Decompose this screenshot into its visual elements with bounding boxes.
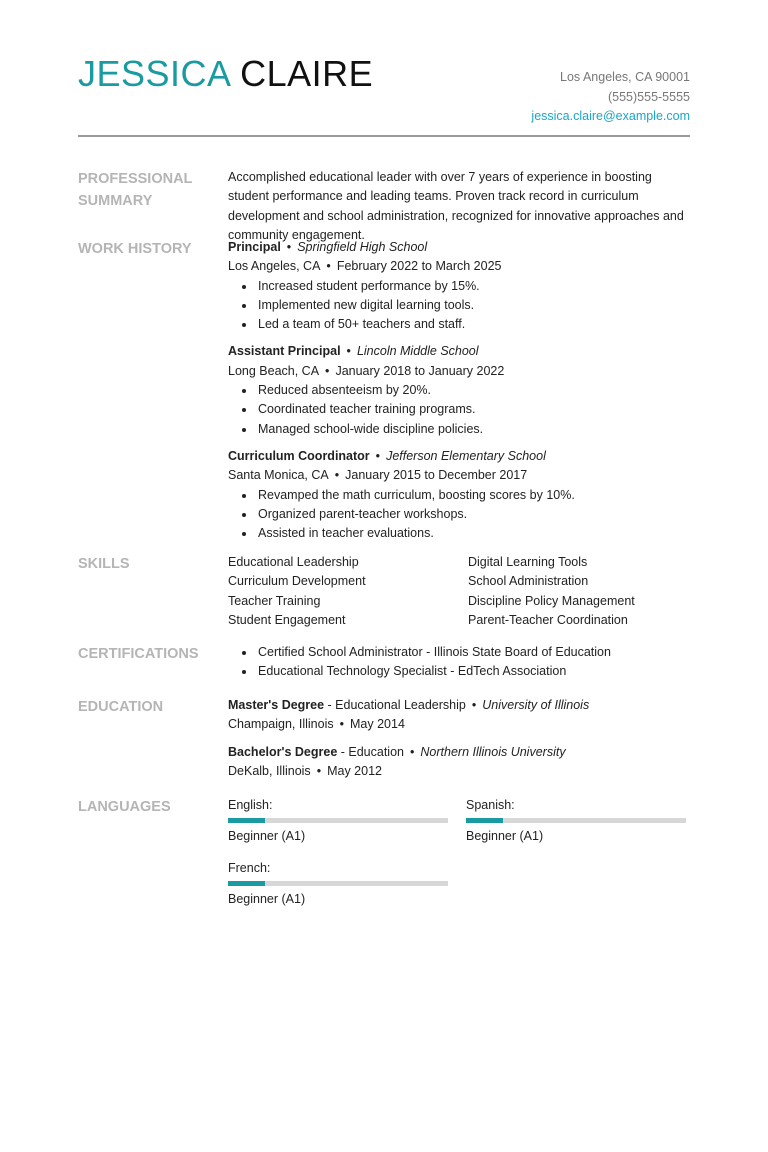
proficiency-fill <box>228 881 265 886</box>
language-level: Beginner (A1) <box>228 892 306 906</box>
language-item <box>228 859 448 908</box>
skill-item: Teacher Training <box>228 593 321 608</box>
degree: Master's Degree <box>228 698 325 712</box>
bullet-separator: • <box>410 744 415 759</box>
degree: Bachelor's Degree <box>228 744 338 759</box>
education-entry <box>228 696 690 735</box>
school-name: Northern Illinois University <box>420 744 566 759</box>
language-name: French: <box>228 861 271 875</box>
school-location: DeKalb, Illinois <box>228 763 311 778</box>
job-title: Assistant Principal <box>228 344 341 359</box>
job-bullets <box>228 381 690 439</box>
bullet-separator: • <box>316 763 322 778</box>
school-location: Champaign, Illinois <box>228 717 334 732</box>
job-bullet: • Increased student performance by 15%. <box>256 277 690 296</box>
job-bullets <box>228 486 690 544</box>
section-title-education: EDUCATION <box>78 699 164 715</box>
school-name: University of Illinois <box>482 698 590 712</box>
skills-grid <box>228 553 690 630</box>
job-bullet: • Organized parent-teacher workshops. <box>256 505 690 524</box>
certification-item: • Certified School Administrator - Illinois State Board of Education <box>256 643 690 662</box>
resume-header <box>78 52 690 132</box>
section-title-skills: SKILLS <box>78 556 130 572</box>
section-title-summary: PROFESSIONAL SUMMARY <box>78 171 193 209</box>
job-title: Curriculum Coordinator <box>228 448 370 463</box>
job-dates: February 2022 to March 2025 <box>336 259 502 274</box>
job-bullet: • Coordinated teacher training programs. <box>256 400 690 419</box>
graduation-date: May 2012 <box>327 763 382 778</box>
bullet-separator: • <box>325 363 330 378</box>
skill-item: Educational Leadership <box>228 555 359 569</box>
skill-item: Curriculum Development <box>228 574 366 589</box>
graduation-date: May 2014 <box>350 717 405 732</box>
job-location: Long Beach, CA <box>228 363 320 378</box>
proficiency-bar <box>228 818 448 823</box>
job-entry <box>228 238 690 334</box>
job-location: Santa Monica, CA <box>228 468 329 483</box>
job-bullet: • Assisted in teacher evaluations. <box>256 524 690 543</box>
skill-item: Discipline Policy Management <box>468 593 635 608</box>
bullet-separator: • <box>346 344 351 359</box>
address: Los Angeles, CA 90001 <box>560 70 690 84</box>
employer: Jefferson Elementary School <box>386 448 546 463</box>
bullet-separator: • <box>375 448 381 463</box>
summary-text: Accomplished educational leader with over 7 years of experience in boosting student performance and leading teams. Proven track record in curriculum development and school administration, recognized for innovative approaches and community engagement. <box>228 170 684 242</box>
education-entry <box>228 743 690 782</box>
field-of-study: - Education <box>337 744 404 759</box>
job-bullet: • Reduced absenteeism by 20%. <box>256 381 690 400</box>
certification-item: • Educational Technology Specialist - EdTech Association <box>256 662 690 681</box>
field-of-study: - Educational Leadership <box>324 698 466 712</box>
language-level: Beginner (A1) <box>466 829 544 843</box>
work-history-body <box>228 238 690 551</box>
language-item <box>228 796 448 845</box>
job-bullet: • Managed school-wide discipline policies. <box>256 420 690 439</box>
proficiency-bar <box>466 818 686 823</box>
education-body <box>228 696 690 789</box>
bullet-separator: • <box>471 698 477 712</box>
section-title-certifications: CERTIFICATIONS <box>78 646 199 662</box>
language-name: English: <box>228 798 273 812</box>
bullet-separator: • <box>326 259 331 274</box>
candidate-name <box>78 52 373 96</box>
skill-item: Parent-Teacher Coordination <box>468 612 628 627</box>
job-bullet: • Led a team of 50+ teachers and staff. <box>256 315 690 334</box>
proficiency-bar <box>228 881 448 886</box>
job-location: Los Angeles, CA <box>228 259 321 274</box>
language-item <box>466 796 686 845</box>
header-divider <box>78 135 690 137</box>
skill-item: Student Engagement <box>228 612 346 627</box>
skill-item: School Administration <box>468 574 589 589</box>
job-title: Principal <box>228 240 281 254</box>
proficiency-fill <box>466 818 503 823</box>
job-dates: January 2018 to January 2022 <box>335 363 505 378</box>
last-name: CLAIRE <box>240 53 374 94</box>
job-entry <box>228 447 690 543</box>
bullet-separator: • <box>334 468 340 483</box>
certification-list <box>228 643 690 682</box>
certifications-body <box>228 643 690 682</box>
email-link[interactable]: jessica.claire@example.com <box>531 109 690 123</box>
job-bullet: • Revamped the math curriculum, boosting scores by 10%. <box>256 486 690 505</box>
bullet-separator: • <box>339 717 344 732</box>
proficiency-fill <box>228 818 265 823</box>
skill-item: Digital Learning Tools <box>468 555 588 569</box>
job-dates: January 2015 to December 2017 <box>345 468 528 483</box>
language-name: Spanish: <box>466 798 515 812</box>
employer: Lincoln Middle School <box>356 344 479 359</box>
section-title-languages: LANGUAGES <box>78 799 171 815</box>
employer: Springfield High School <box>297 240 428 254</box>
contact-info <box>531 68 690 127</box>
job-bullet: • Implemented new digital learning tools. <box>256 296 690 315</box>
job-entry <box>228 342 690 438</box>
languages-grid <box>228 796 690 908</box>
bullet-separator: • <box>286 240 292 254</box>
section-title-work-history: WORK HISTORY <box>78 241 192 257</box>
job-bullets <box>228 277 690 335</box>
phone: (555)555-5555 <box>607 89 690 104</box>
first-name: JESSICA <box>78 53 230 94</box>
language-level: Beginner (A1) <box>228 829 306 843</box>
